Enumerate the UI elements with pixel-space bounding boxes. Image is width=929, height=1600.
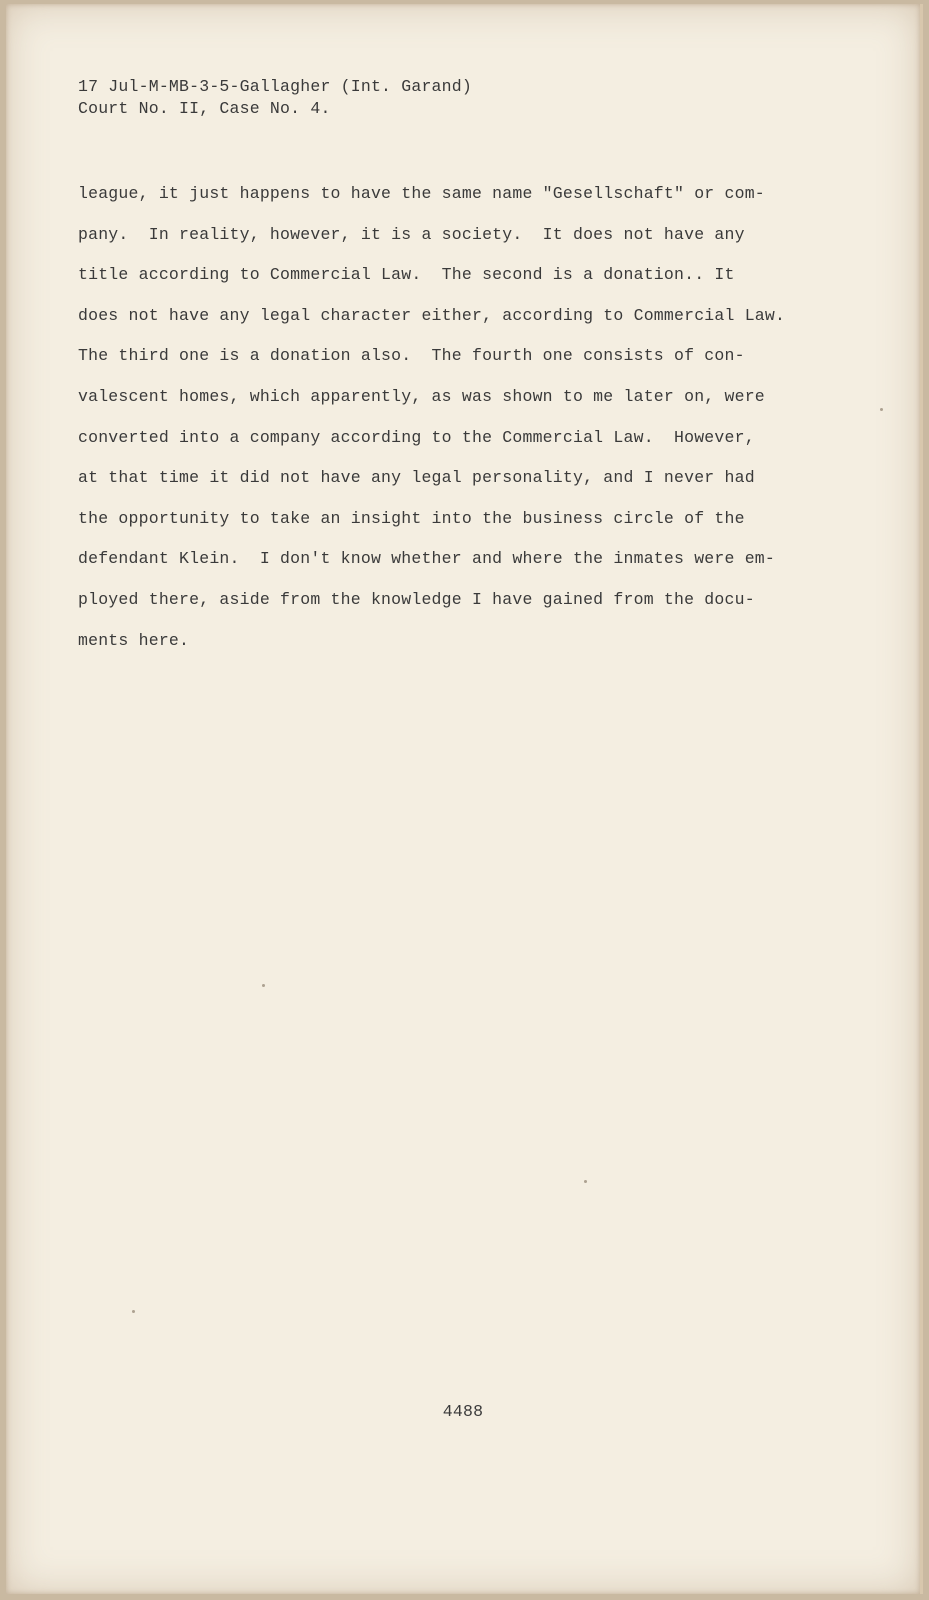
body-line: defendant Klein. I don't know whether and where the inmates were em- xyxy=(78,549,776,569)
transcript-body xyxy=(78,174,785,661)
body-line: does not have any legal character either, according to Commercial Law. xyxy=(78,305,786,325)
document-page xyxy=(6,4,923,1594)
body-line: The third one is a donation also. The fourth one consists of con- xyxy=(78,346,745,366)
body-line: converted into a company according to the Commercial Law. However, xyxy=(78,427,755,447)
header-court-case: Court No. II, Case No. 4. xyxy=(78,99,331,118)
paper-speck xyxy=(262,984,265,987)
body-line: league, it just happens to have the same name "Gesellschaft" or com- xyxy=(78,184,765,203)
body-line: the opportunity to take an insight into the business circle of the xyxy=(78,508,745,528)
paper-speck xyxy=(880,408,883,411)
body-line: valescent homes, which apparently, as was shown to me later on, were xyxy=(78,386,765,406)
body-line: ments here. xyxy=(78,630,190,650)
paper-speck xyxy=(132,1310,135,1313)
body-line: title according to Commercial Law. The second is a donation.. It xyxy=(78,265,735,285)
document-header xyxy=(78,76,472,120)
header-case-reference: 17 Jul-M-MB-3-5-Gallagher (Int. Garand) xyxy=(78,77,472,96)
paper-speck xyxy=(584,1180,587,1183)
body-line: ployed there, aside from the knowledge I have gained from the docu- xyxy=(78,589,755,609)
body-line: pany. In reality, however, it is a society. It does not have any xyxy=(78,224,745,244)
body-line: at that time it did not have any legal personality, and I never had xyxy=(78,468,755,488)
page-number: 4488 xyxy=(442,1402,484,1421)
